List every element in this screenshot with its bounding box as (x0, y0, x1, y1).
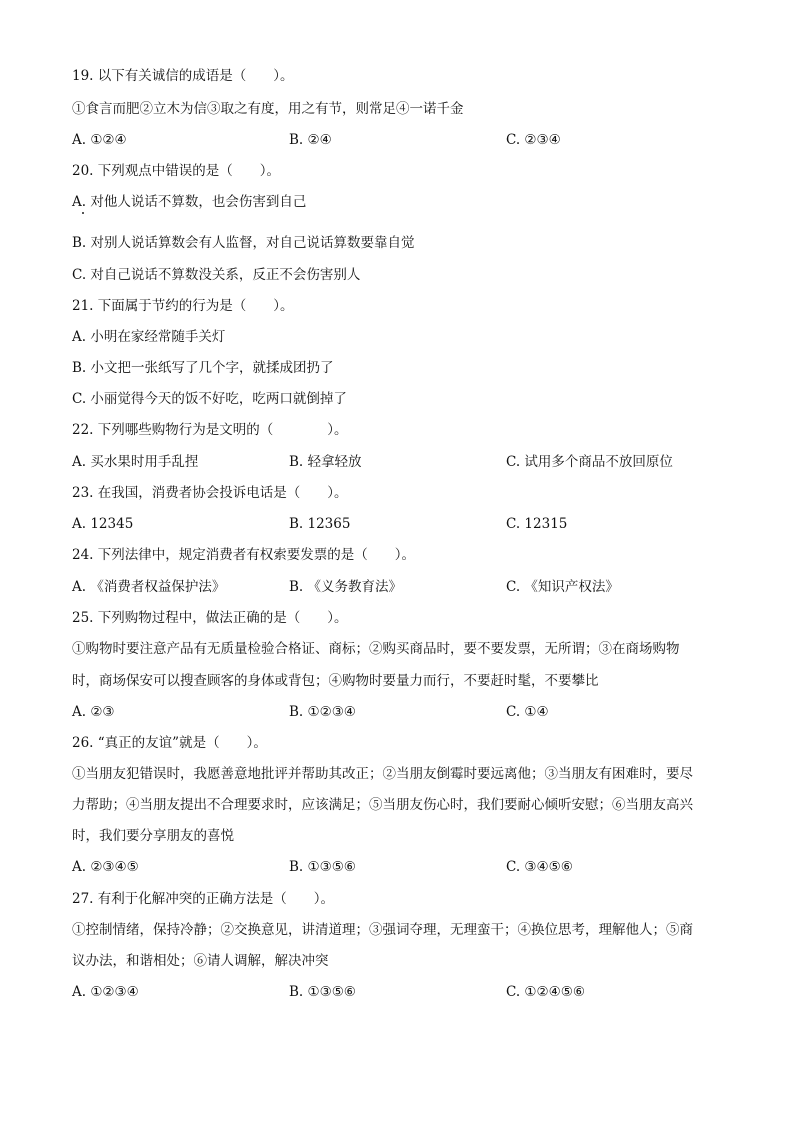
question-20-stem: 20. 下列观点中错误的是（ ）。 (72, 163, 281, 179)
question-25-stem: 25. 下列购物过程中，做法正确的是（ ）。 (72, 610, 348, 626)
question-27-option-b: B. ①③⑤⑥ (289, 984, 356, 1000)
question-21-stem: 21. 下面属于节约的行为是（ ）。 (72, 298, 294, 314)
question-22-option-c: C. 试用多个商品不放回原位 (506, 454, 673, 470)
question-26-stem: 26. “真正的友谊”就是（ ）。 (72, 735, 267, 751)
question-27-option-c: C. ①②④⑤⑥ (506, 984, 585, 1000)
question-25-statements-line-1: ①购物时要注意产品有无质量检验合格证、商标；②购买商品时，要不要发票，无所谓；③在商场购物 (72, 641, 680, 657)
question-27-option-a: A. ①②③④ (72, 984, 139, 1000)
question-19-option-c: C. ②③④ (506, 132, 561, 148)
stray-mark (82, 212, 84, 214)
question-22-stem: 22. 下列哪些购物行为是文明的（ ）。 (72, 422, 348, 438)
question-19-statements: ①食言而肥②立木为信③取之有度，用之有节，则常足④一诺千金 (72, 101, 464, 117)
question-24-option-a: A. 《消费者权益保护法》 (72, 579, 226, 595)
question-20-option-c: C. 对自己说话不算数没关系，反正不会伤害别人 (72, 267, 361, 283)
question-25-option-b: B. ①②③④ (289, 704, 356, 720)
question-25-option-a: A. ②③ (72, 704, 115, 720)
question-23-option-c: C. 12315 (506, 516, 568, 532)
question-24-option-c: C. 《知识产权法》 (506, 579, 619, 595)
question-24-stem: 24. 下列法律中，规定消费者有权索要发票的是（ ）。 (72, 547, 416, 563)
question-26-option-c: C. ③④⑤⑥ (506, 859, 573, 875)
question-21-option-a: A. 小明在家经常随手关灯 (72, 329, 226, 345)
question-23-stem: 23. 在我国，消费者协会投诉电话是（ ）。 (72, 485, 348, 501)
question-20-option-b: B. 对别人说话算数会有人监督，对自己说话算数要靠自觉 (72, 235, 415, 251)
question-27-statements-line-1: ①控制情绪，保持冷静；②交换意见，讲清道理；③强词夺理，无理蛮干；④换位思考，理解他人；⑤商 (72, 922, 693, 938)
question-19-stem: 19. 以下有关诚信的成语是（ ）。 (72, 68, 294, 84)
question-26-statements-line-2: 力帮助；④当朋友提出不合理要求时，应该满足；⑤当朋友伤心时，我们要耐心倾听安慰；⑥当朋友高兴 (72, 797, 693, 813)
question-26-statements-line-1: ①当朋友犯错误时，我愿善意地批评并帮助其改正；②当朋友倒霉时要远离他；③当朋友有困难时，要尽 (72, 766, 693, 782)
question-25-statements-line-2: 时，商场保安可以搜查顾客的身体或背包；④购物时要量力而行，不要赶时髦，不要攀比 (72, 673, 599, 689)
question-26-option-a: A. ②③④⑤ (72, 859, 139, 875)
question-19-option-a: A. ①②④ (72, 132, 127, 148)
question-22-option-b: B. 轻拿轻放 (289, 454, 362, 470)
question-25-option-c: C. ①④ (506, 704, 549, 720)
question-21-option-b: B. 小文把一张纸写了几个字，就揉成团扔了 (72, 360, 334, 376)
question-21-option-c: C. 小丽觉得今天的饭不好吃，吃两口就倒掉了 (72, 391, 347, 407)
question-27-stem: 27. 有利于化解冲突的正确方法是（ ）。 (72, 891, 335, 907)
question-24-option-b: B. 《义务教育法》 (289, 579, 403, 595)
question-22-option-a: A. 买水果时用手乱捏 (72, 454, 199, 470)
question-23-option-a: A. 12345 (72, 516, 134, 532)
question-19-option-b: B. ②④ (289, 132, 332, 148)
question-26-statements-line-3: 时，我们要分享朋友的喜悦 (72, 828, 234, 844)
question-20-option-a: A. 对他人说话不算数，也会伤害到自己 (72, 194, 307, 210)
question-26-option-b: B. ①③⑤⑥ (289, 859, 356, 875)
question-27-statements-line-2: 议办法，和谐相处；⑥请人调解，解决冲突 (72, 953, 329, 969)
question-23-option-b: B. 12365 (289, 516, 351, 532)
